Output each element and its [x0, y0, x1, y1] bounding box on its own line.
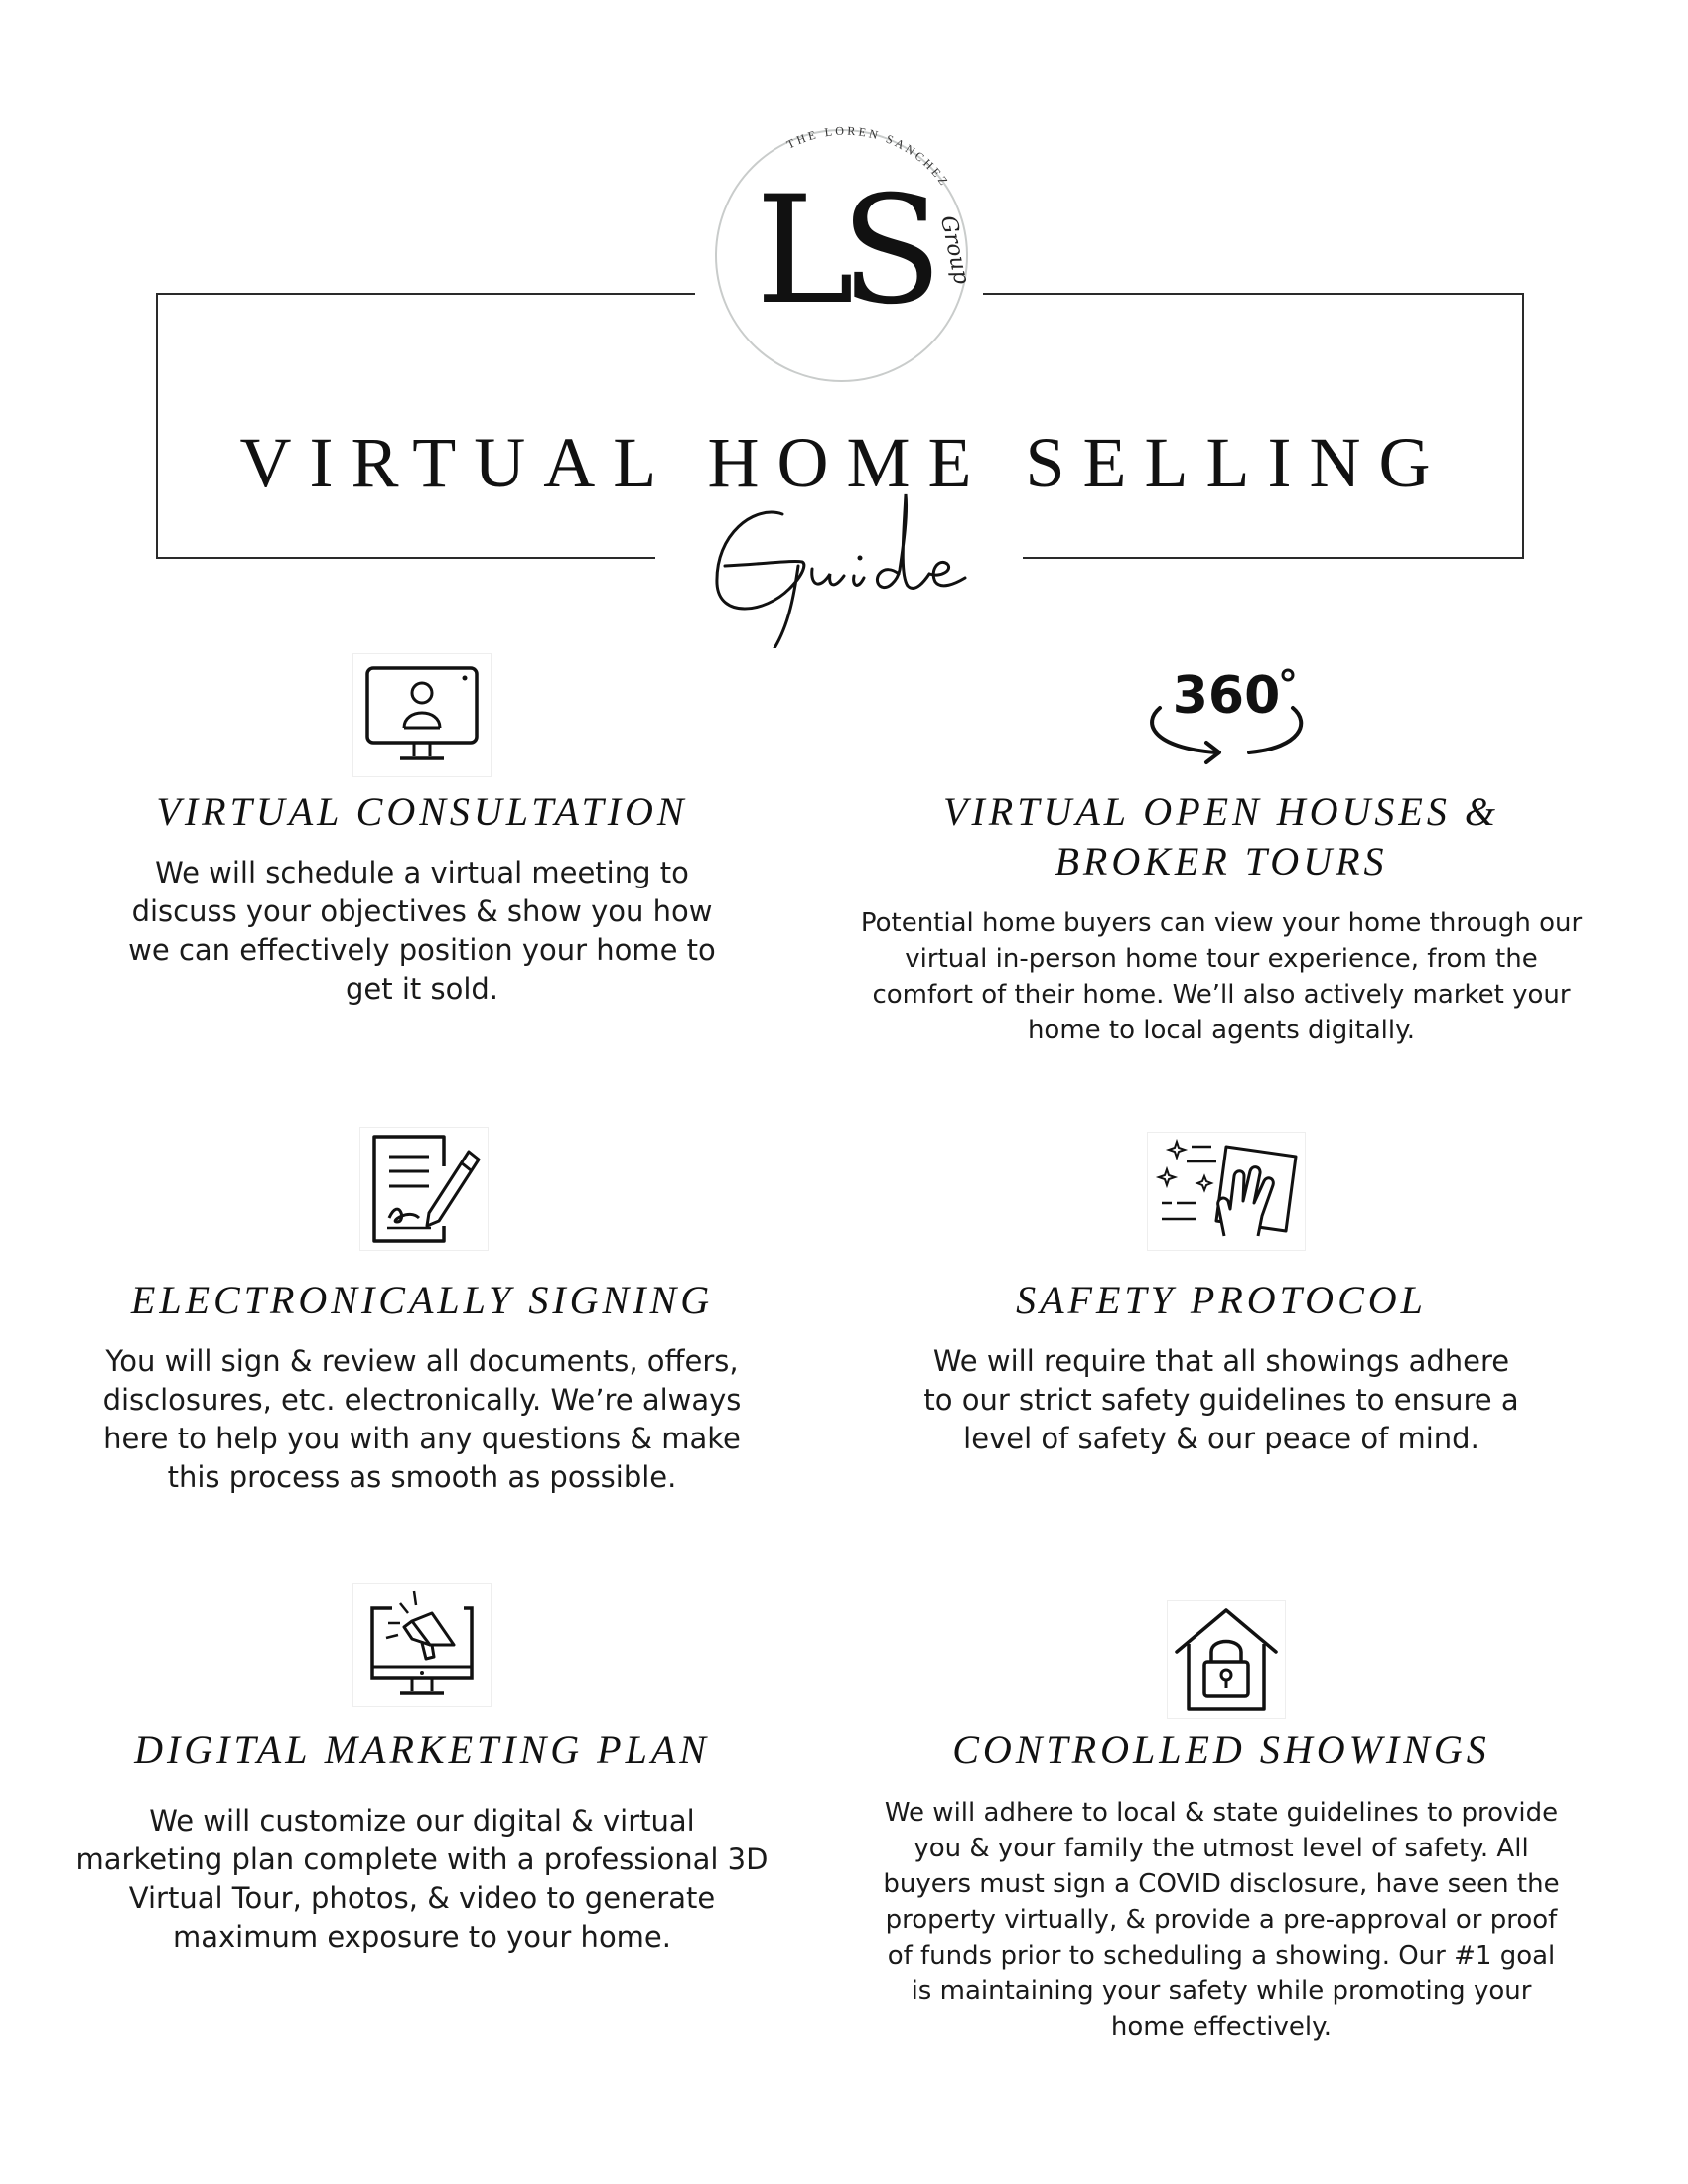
feature-title-electronically-signing: ELECTRONICALLY SIGNING: [130, 1278, 714, 1322]
360-view-icon: [1132, 653, 1321, 772]
feature-title-safety-protocol: SAFETY PROTOCOL: [1016, 1278, 1427, 1322]
feature-desc-virtual-open-houses: Potential home buyers can view your home through our virtual in-person home tour experience, from the comfort of their home. We’ll also actively market your home to local agents digitally.: [860, 908, 1583, 1045]
feature-desc-virtual-consultation: We will schedule a virtual meeting to discuss your objectives & show you how we can effectively position your home to get it sold.: [128, 856, 716, 1006]
guide-script-heading: [695, 475, 993, 648]
feature-title-virtual-open-houses-line1: VIRTUAL OPEN HOUSES &: [943, 789, 1499, 834]
svg-text:Group: Group: [934, 213, 974, 287]
house-lock-icon: [1167, 1600, 1286, 1719]
feature-title-virtual-open-houses-line2: BROKER TOURS: [1055, 839, 1388, 884]
feature-desc-digital-marketing-plan: We will customize our digital & virtual marketing plan complete with a professional 3D Virtual Tour, photos, & video to generate maximum exposure to your home.: [75, 1804, 769, 1954]
document-signing-icon: [359, 1127, 489, 1251]
feature-title-digital-marketing-plan: DIGITAL MARKETING PLAN: [134, 1727, 710, 1772]
feature-title-controlled-showings: CONTROLLED SHOWINGS: [952, 1727, 1490, 1772]
page-title: VIRTUAL HOME SELLING: [239, 423, 1449, 502]
feature-title-virtual-consultation: VIRTUAL CONSULTATION: [156, 789, 688, 834]
computer-video-call-icon: [352, 653, 492, 777]
svg-text:THE LOREN SANCHEZ: THE LOREN SANCHEZ: [784, 123, 953, 191]
feature-desc-safety-protocol: We will require that all showings adhere to our strict safety guidelines to ensure a level of safety & our peace of mind.: [923, 1344, 1519, 1455]
feature-desc-controlled-showings: We will adhere to local & state guidelines to provide you & your family the utmost level of safety. All buyers must sign a COVID disclosure, have seen the property virtually, & provide a pre-approval or proof of funds prior to scheduling a showing. Our #1 goal is maintaining your safety while promoting your home effectively.: [883, 1798, 1560, 2042]
logo-monogram: LS: [755, 165, 929, 338]
hand-wiping-clean-icon: [1147, 1132, 1306, 1251]
megaphone-monitor-icon: [352, 1583, 492, 1707]
brand-logo: [705, 119, 983, 397]
feature-desc-electronically-signing: You will sign & review all documents, offers, disclosures, etc. electronically. We’re always here to help you with any questions & make this process as smooth as possible.: [102, 1344, 742, 1494]
svg-text:360: 360: [1172, 666, 1281, 726]
